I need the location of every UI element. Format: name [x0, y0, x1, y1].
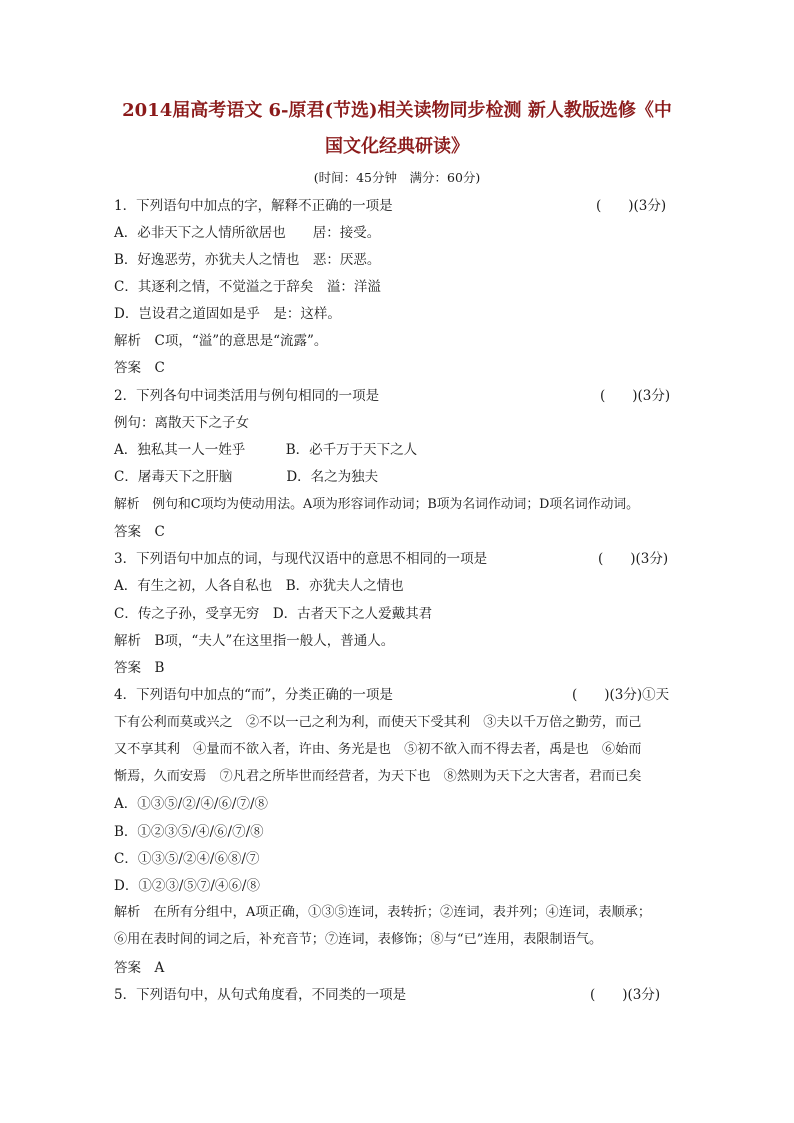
q4-option-d: D．①②③/⑤⑦/④⑥/⑧ — [114, 878, 260, 894]
q2-example: 例句：离散天下之子女 — [114, 415, 249, 431]
q1-option-c: C．其逐利之情，不觉溢之于辞矣 溢：洋溢 — [114, 279, 381, 295]
exam-meta: (时间：45分钟 满分：60分) — [313, 170, 481, 185]
q4-option-c: C．①③⑤/②④/⑥⑧/⑦ — [114, 851, 260, 867]
q4-option-a: A．①③⑤/②/④/⑥/⑦/⑧ — [114, 796, 268, 812]
q3-options-cd: C．传之子孙，受享无穷 D．古者天下之人爱戴其君 — [114, 606, 433, 622]
document-title-line-1: 2014届高考语文 6-原君(节选)相关读物同步检测 新人教版选修《中 — [122, 100, 672, 121]
q4-option-b: B．①②③⑤/④/⑥/⑦/⑧ — [114, 824, 264, 840]
q1-option-d: D．岂设君之道固如是乎 是：这样。 — [114, 306, 341, 322]
q3-options-ab: A．有生之初，人各自私也 B．亦犹夫人之情也 — [114, 578, 404, 594]
q1-option-b: B．好逸恶劳，亦犹夫人之情也 恶：厌恶。 — [114, 252, 381, 268]
q3-answer: 答案 B — [114, 660, 165, 676]
q4-answer: 答案 A — [114, 960, 165, 976]
q3-stem: 3．下列语句中加点的词，与现代汉语中的意思不相同的一项是 — [114, 551, 488, 567]
q2-options-cd: C．屠毒天下之肝脑 D．名之为独夫 — [114, 469, 379, 485]
q4-passage-line-2: 又不享其利 ④量而不欲入者，许由、务光是也 ⑤初不欲入而不得去者，禹是也 ⑥始而 — [114, 742, 642, 757]
q2-analysis: 解析 例句和C项均为使动用法。A项为形容词作动词；B项为名词作动词；D项名词作动词。 — [114, 497, 639, 512]
q5-score: ( )(3分) — [590, 987, 661, 1003]
q1-answer: 答案 C — [114, 360, 165, 376]
q4-stem: 4．下列语句中加点的“而”，分类正确的一项是 — [114, 687, 393, 703]
q1-score: ( )(3分) — [596, 198, 667, 214]
q5-stem: 5．下列语句中，从句式角度看，不同类的一项是 — [114, 987, 407, 1003]
q2-options-ab: A．独私其一人一姓乎 B．必千万于天下之人 — [114, 442, 418, 458]
q2-answer: 答案 C — [114, 524, 165, 540]
q3-score: ( )(3分) — [598, 551, 669, 567]
q4-passage-line-3: 惭焉，久而安焉 ⑦凡君之所毕世而经营者，为天下也 ⑧然则为天下之大害者，君而已矣 — [114, 769, 642, 784]
q4-score: ( )(3分)①天 — [572, 687, 670, 703]
q4-analysis-line-1: 解析 在所有分组中，A项正确，①③⑤连词，表转折；②连词，表并列；④连词，表顺承； — [114, 905, 652, 920]
q2-score: ( )(3分) — [600, 388, 671, 404]
q1-stem: 1．下列语句中加点的字，解释不正确的一项是 — [114, 198, 393, 214]
q4-analysis-line-2: ⑥用在表时间的词之后，补充音节；⑦连词，表修饰；⑧与“已”连用，表限制语气。 — [114, 932, 603, 947]
q1-option-a: A．必非天下之人情所欲居也 居：接受。 — [114, 225, 381, 241]
q2-stem: 2．下列各句中词类活用与例句相同的一项是 — [114, 388, 380, 404]
q1-analysis: 解析 C项，“溢”的意思是“流露”。 — [114, 333, 328, 349]
q4-passage-line-1: 下有公利而莫或兴之 ②不以一己之利为利，而使天下受其利 ③夫以千万倍之勤劳，而己 — [114, 715, 642, 730]
document-title-line-2: 国文化经典研读》 — [325, 136, 469, 157]
q3-analysis: 解析 B项，“夫人”在这里指一般人，普通人。 — [114, 633, 395, 649]
